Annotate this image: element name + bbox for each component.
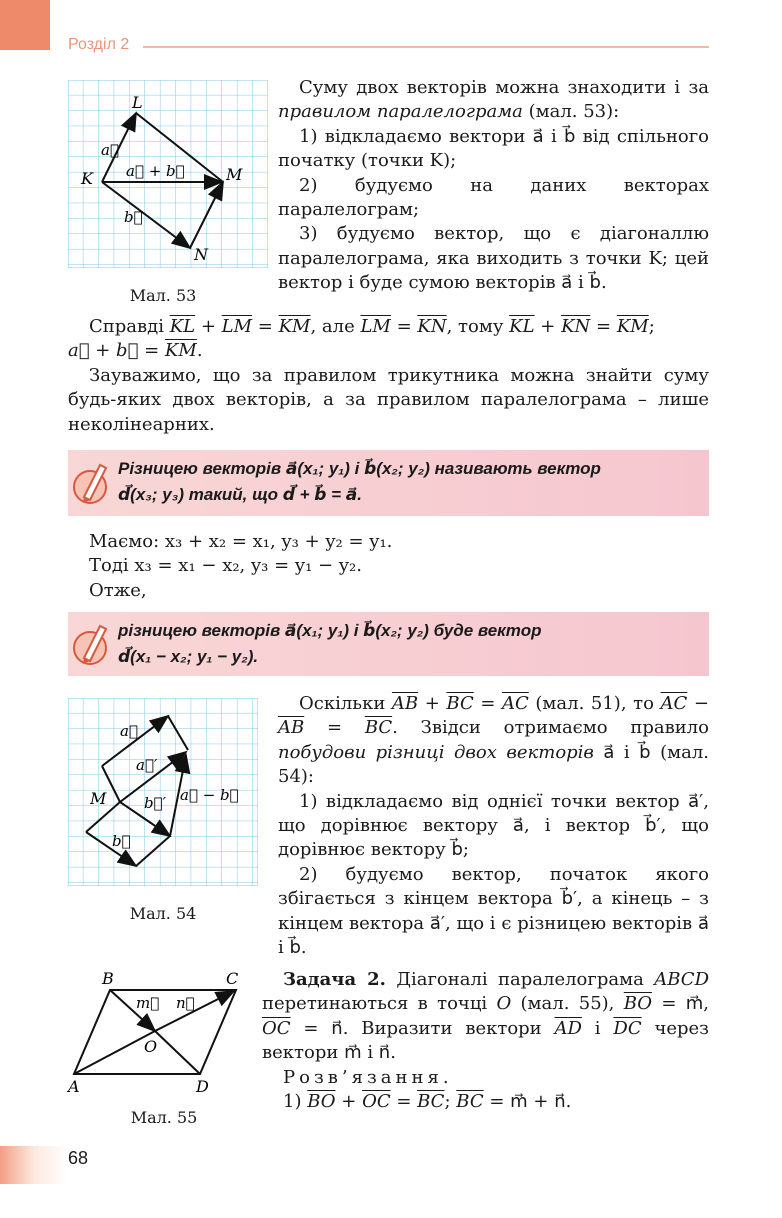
label-A: A: [68, 1077, 80, 1096]
caption-54: Мал. 54: [129, 904, 197, 923]
label-C: C: [226, 969, 239, 988]
definition-box-2: різницею векторів a⃗(x₁; y₁) і b⃗(x₂; y₂) буде вектор d⃗(x₁ − x₂; y₁ − y₂).: [68, 612, 709, 676]
label-a-prime: a⃗′: [136, 756, 158, 774]
caption-55: Мал. 55: [130, 1108, 198, 1127]
footer-accent: [0, 1146, 68, 1184]
pen-icon: [70, 459, 114, 507]
label-O: O: [144, 1037, 158, 1056]
label-M: M: [90, 789, 107, 808]
label-b: b⃗: [124, 208, 143, 226]
label-B: B: [102, 969, 114, 988]
label-D: D: [196, 1077, 209, 1096]
header-rule: [143, 46, 709, 48]
label-M: M: [226, 165, 243, 184]
section-title: Розділ 2: [68, 36, 130, 53]
page-number: 68: [68, 1148, 89, 1168]
label-b: b⃗: [112, 832, 131, 850]
label-K: K: [81, 169, 93, 188]
figure-53: [68, 80, 268, 268]
pen-icon: [70, 620, 114, 668]
figure-54: [68, 698, 258, 886]
indeed-text: Справді $\overline{KL} + \overline{LM} = \overline{KM}$, але $\overline{LM} = \overline{KN}$, тому $\overline{KL} + \overline{KN} = \overline{KM}$; a⃗ + b⃗ = $\overline{KM}$. Зауважимо, що за правилом трикутника можна знайти суму будь-яких двох векторів, а за правилом паралелограма – лише неколінеарних.: [68, 316, 709, 435]
label-m: m⃗: [136, 994, 160, 1012]
figure-55: [64, 968, 254, 1098]
label-N: N: [194, 245, 208, 264]
label-a: a⃗: [101, 141, 119, 159]
task-text: Задача 2. Діагоналі паралелограма ABCD перетинаються в точці O (мал. 55), $\overline{BO}$ = m⃗, $\overline{OC}$ = n⃗. Виразити вектори $\overline{AD}$ і $\overline{DC}$ через вектори m⃗ і n⃗. Розв’язання. 1) $\overline{BO} + \overline{OC} = \overline{BC}$; $\overline{BC}$ = m⃗ + n⃗.: [262, 969, 710, 1113]
since-text: Оскільки $\overline{AB} + \overline{BC} = \overline{AC}$ (мал. 51), то $\overline{AC} - \overline{AB} = \overline{BC}$. Звідси отримаємо правило побудови різниці двох векторів a⃗ і b⃗ (мал. 54): 1) відкладаємо від однієї точки вектор a⃗′, що дорівнює вектору a⃗, і вектор b⃗′, що дорівнює вектору b⃗; 2) будуємо вектор, початок якого збігається з кінцем вектора b⃗′, а кінець – з кінцем вектора a⃗′, що і є різницею векторів a⃗ і b⃗.: [278, 693, 709, 959]
label-n: n⃗: [176, 994, 195, 1012]
label-L: L: [132, 93, 143, 112]
label-a: a⃗: [120, 722, 138, 740]
label-b-prime: b⃗′: [144, 794, 167, 812]
caption-53: Мал. 53: [129, 286, 197, 305]
corner-accent: [0, 0, 50, 50]
intro-text: Суму двох векторів можна знаходити і за правилом паралелограма (мал. 53): 1) відкладаємо вектори a⃗ і b⃗ від спільного початку (точки K); 2) будуємо на даних векторах паралелограм; 3) будуємо вектор, що є діагоналлю паралелограма, яка виходить з точки K; цей вектор і буде сумою векторів a⃗ і b⃗.: [278, 77, 709, 294]
definition-box-1: Різницею векторів a⃗(x₁; y₁) і b⃗(x₂; y₂) називають вектор d⃗(x₃; y₃) такий, що d⃗ + b⃗ = a⃗.: [68, 450, 709, 516]
label-diff: a⃗ − b⃗: [180, 786, 239, 804]
have-text: Маємо: x₃ + x₂ = x₁, y₃ + y₂ = y₁. Тоді x₃ = x₁ − x₂, y₃ = y₁ − y₂. Отже,: [89, 531, 393, 601]
label-sum: a⃗ + b⃗: [126, 162, 185, 180]
